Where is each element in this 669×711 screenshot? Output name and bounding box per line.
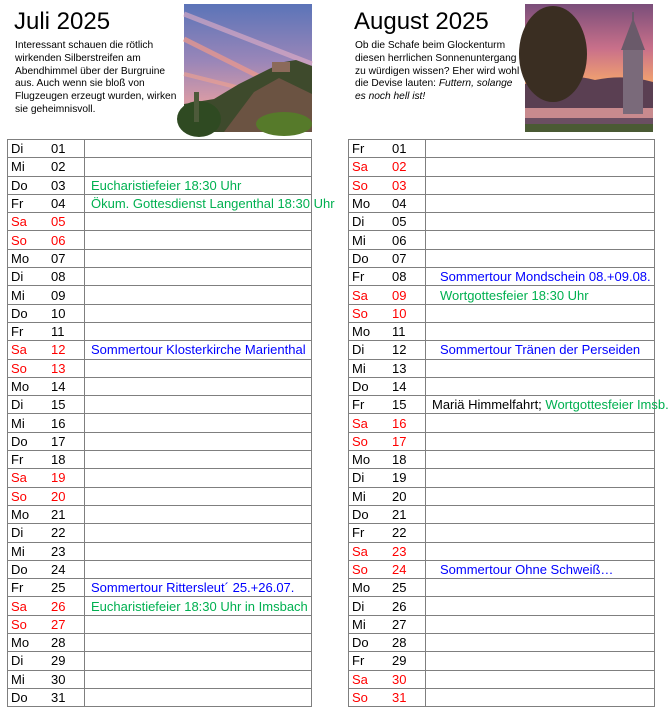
calendar-row [349, 505, 655, 523]
date-cell: 25 [385, 579, 426, 597]
event-cell[interactable] [85, 579, 312, 597]
event-cell[interactable] [426, 524, 655, 542]
event-entry: Eucharistiefeier 18:30 Uhr [91, 177, 242, 193]
calendar-row [349, 634, 655, 652]
month-title: Juli 2025 [14, 8, 111, 35]
calendar-row [8, 597, 312, 615]
event-cell[interactable] [85, 194, 335, 212]
weekday-cell: Do [8, 688, 45, 706]
month-description [355, 40, 520, 104]
date-cell: 17 [385, 432, 426, 450]
event-cell[interactable] [85, 615, 312, 633]
calendar-row [349, 414, 655, 432]
weekday-cell: Mi [8, 670, 45, 688]
event-cell[interactable] [426, 194, 655, 212]
date-cell: 31 [44, 688, 85, 706]
calendar-row [8, 286, 312, 304]
weekday-cell: Do [349, 377, 386, 395]
event-entry: Wortgottesfeier Imsb. [545, 397, 669, 413]
event-cell[interactable] [426, 505, 655, 523]
weekday-cell: Di [349, 341, 386, 359]
date-cell: 02 [44, 158, 85, 176]
event-cell[interactable] [426, 451, 655, 469]
weekday-cell: Mo [8, 634, 45, 652]
weekday-cell: Fr [349, 140, 386, 158]
calendar-row [349, 268, 655, 286]
date-cell: 10 [385, 304, 426, 322]
event-entry: Mariä Himmelfahrt; [432, 397, 546, 413]
calendar-row [349, 213, 655, 231]
event-cell[interactable] [85, 414, 312, 432]
event-cell[interactable] [85, 560, 312, 578]
calendar-row [349, 432, 655, 450]
date-cell: 28 [44, 634, 85, 652]
date-cell: 19 [385, 469, 426, 487]
weekday-cell: Fr [349, 396, 386, 414]
date-cell: 17 [44, 432, 85, 450]
calendar-row [8, 341, 312, 359]
event-cell[interactable] [426, 359, 655, 377]
calendar-row [349, 359, 655, 377]
date-cell: 20 [385, 487, 426, 505]
date-cell: 26 [385, 597, 426, 615]
calendar-row [8, 469, 312, 487]
date-cell: 21 [44, 505, 85, 523]
calendar-row [8, 231, 312, 249]
date-cell: 12 [385, 341, 426, 359]
weekday-cell: So [349, 304, 386, 322]
calendar-row [349, 597, 655, 615]
calendar-row [349, 469, 655, 487]
date-cell: 26 [44, 597, 85, 615]
calendar-row [8, 615, 312, 633]
weekday-cell: Sa [349, 158, 386, 176]
weekday-cell: Mi [8, 158, 45, 176]
calendar-row [8, 432, 312, 450]
date-cell: 29 [385, 652, 426, 670]
date-cell: 23 [44, 542, 85, 560]
calendar-row [349, 304, 655, 322]
date-cell: 28 [385, 634, 426, 652]
date-cell: 29 [44, 652, 85, 670]
calendar-row [8, 579, 312, 597]
calendar-row [8, 524, 312, 542]
date-cell: 09 [385, 286, 426, 304]
date-cell: 18 [385, 451, 426, 469]
event-cell[interactable] [426, 597, 655, 615]
calendar-row [8, 505, 312, 523]
weekday-cell: Sa [8, 213, 45, 231]
weekday-cell: Sa [349, 670, 386, 688]
event-cell[interactable] [426, 652, 655, 670]
date-cell: 03 [385, 176, 426, 194]
date-cell: 25 [44, 579, 85, 597]
date-cell: 02 [385, 158, 426, 176]
date-cell: 07 [385, 249, 426, 267]
event-cell[interactable] [85, 249, 312, 267]
weekday-cell: Mo [349, 194, 386, 212]
date-cell: 04 [44, 194, 85, 212]
event-entry: Sommertour Tränen der Perseiden [440, 342, 641, 358]
event-cell[interactable] [85, 158, 312, 176]
calendar-row [8, 249, 312, 267]
weekday-cell: Mi [349, 359, 386, 377]
calendar-row [349, 140, 655, 158]
weekday-cell: Do [8, 432, 45, 450]
calendar-row [8, 359, 312, 377]
weekday-cell: Do [8, 560, 45, 578]
date-cell: 24 [385, 560, 426, 578]
date-cell: 16 [385, 414, 426, 432]
weekday-cell: Sa [349, 542, 386, 560]
event-cell[interactable] [85, 670, 312, 688]
month-title: August 2025 [354, 8, 489, 35]
calendar-row [8, 213, 312, 231]
weekday-cell: Mi [349, 231, 386, 249]
event-entry: Wortgottesfeier 18:30 Uhr [440, 287, 589, 303]
weekday-cell: Fr [349, 652, 386, 670]
calendar-row [349, 194, 655, 212]
weekday-cell: Sa [8, 469, 45, 487]
event-cell[interactable] [85, 487, 312, 505]
weekday-cell: So [8, 231, 45, 249]
date-cell: 10 [44, 304, 85, 322]
weekday-cell: Mo [349, 322, 386, 340]
calendar-row [349, 615, 655, 633]
calendar-row [349, 176, 655, 194]
event-cell[interactable] [85, 213, 312, 231]
calendar-row [8, 542, 312, 560]
event-cell[interactable] [85, 505, 312, 523]
calendar-row [349, 688, 655, 706]
date-cell: 15 [44, 396, 85, 414]
weekday-cell: Fr [8, 451, 45, 469]
date-cell: 16 [44, 414, 85, 432]
calendar-row [349, 231, 655, 249]
calendar-row [349, 560, 655, 578]
event-cell[interactable] [426, 579, 655, 597]
calendar-row [349, 579, 655, 597]
event-cell[interactable] [85, 304, 312, 322]
weekday-cell: Fr [8, 579, 45, 597]
event-cell[interactable] [85, 524, 312, 542]
weekday-cell: So [349, 560, 386, 578]
weekday-cell: So [349, 176, 386, 194]
calendar-row [8, 487, 312, 505]
weekday-cell: So [349, 432, 386, 450]
weekday-cell: So [349, 688, 386, 706]
event-cell[interactable] [426, 377, 655, 395]
event-cell[interactable] [426, 634, 655, 652]
weekday-cell: Fr [349, 268, 386, 286]
calendar-row [8, 560, 312, 578]
event-cell[interactable] [426, 670, 655, 688]
event-cell[interactable] [426, 396, 669, 414]
weekday-cell: Fr [349, 524, 386, 542]
calendar-row [8, 451, 312, 469]
date-cell: 07 [44, 249, 85, 267]
date-cell: 22 [385, 524, 426, 542]
weekday-cell: Do [8, 176, 45, 194]
date-cell: 06 [44, 231, 85, 249]
weekday-cell: Di [8, 652, 45, 670]
calendar-row [8, 158, 312, 176]
date-cell: 06 [385, 231, 426, 249]
calendar-row [8, 140, 312, 158]
blurb-italic-text: Futtern, solange es noch hell ist! [355, 78, 513, 103]
date-cell: 27 [44, 615, 85, 633]
month-august [340, 0, 669, 711]
event-entry: Sommertour Klosterkirche Marienthal [91, 342, 306, 358]
calendar-row [349, 249, 655, 267]
weekday-cell: Fr [8, 194, 45, 212]
weekday-cell: Di [8, 396, 45, 414]
weekday-cell: Do [349, 505, 386, 523]
weekday-cell: Do [8, 304, 45, 322]
date-cell: 11 [44, 322, 85, 340]
calendar-row [8, 414, 312, 432]
calendar-row [8, 396, 312, 414]
date-cell: 11 [385, 322, 426, 340]
date-cell: 03 [44, 176, 85, 194]
event-cell[interactable] [85, 268, 312, 286]
calendar-table-august [348, 139, 669, 707]
weekday-cell: Mi [8, 286, 45, 304]
calendar-table-july [7, 139, 335, 707]
date-cell: 08 [385, 268, 426, 286]
event-entry: Eucharistiefeier 18:30 Uhr in Imsbach [91, 598, 308, 614]
date-cell: 08 [44, 268, 85, 286]
event-cell[interactable] [426, 487, 655, 505]
event-cell[interactable] [85, 652, 312, 670]
event-cell[interactable] [426, 341, 655, 359]
weekday-cell: Mi [349, 487, 386, 505]
calendar-row [349, 377, 655, 395]
event-cell[interactable] [426, 249, 655, 267]
event-cell[interactable] [85, 597, 312, 615]
calendar-row [8, 670, 312, 688]
event-cell[interactable] [426, 615, 655, 633]
event-cell[interactable] [85, 377, 312, 395]
weekday-cell: Mi [8, 542, 45, 560]
date-cell: 15 [385, 396, 426, 414]
weekday-cell: Sa [8, 597, 45, 615]
date-cell: 13 [385, 359, 426, 377]
event-cell[interactable] [426, 286, 655, 304]
date-cell: 18 [44, 451, 85, 469]
event-cell[interactable] [426, 268, 655, 286]
date-cell: 12 [44, 341, 85, 359]
event-cell[interactable] [85, 322, 312, 340]
calendar-row [349, 451, 655, 469]
event-cell[interactable] [85, 396, 312, 414]
event-entry: Ökum. Gottesdienst Langenthal 18:30 Uhr [91, 196, 335, 212]
event-cell[interactable] [85, 634, 312, 652]
date-cell: 30 [385, 670, 426, 688]
event-cell[interactable] [85, 451, 312, 469]
event-cell[interactable] [85, 432, 312, 450]
weekday-cell: Di [349, 469, 386, 487]
event-cell[interactable] [426, 560, 655, 578]
date-cell: 21 [385, 505, 426, 523]
event-cell[interactable] [85, 542, 312, 560]
date-cell: 05 [44, 213, 85, 231]
weekday-cell: Fr [8, 322, 45, 340]
calendar-row [349, 158, 655, 176]
weekday-cell: Mo [8, 505, 45, 523]
event-cell[interactable] [426, 414, 655, 432]
event-cell[interactable] [85, 341, 312, 359]
event-cell[interactable] [85, 231, 312, 249]
event-cell[interactable] [85, 176, 312, 194]
date-cell: 27 [385, 615, 426, 633]
event-entry: Sommertour Ohne Schweiß… [440, 561, 614, 577]
event-cell[interactable] [426, 158, 655, 176]
event-cell[interactable] [426, 231, 655, 249]
date-cell: 22 [44, 524, 85, 542]
event-cell[interactable] [426, 432, 655, 450]
weekday-cell: Di [8, 524, 45, 542]
weekday-cell: So [8, 359, 45, 377]
event-entry: Sommertour Rittersleut´ 25.+26.07. [91, 580, 295, 596]
date-cell: 09 [44, 286, 85, 304]
calendar-row [349, 542, 655, 560]
weekday-cell: Do [349, 249, 386, 267]
calendar-row [8, 304, 312, 322]
calendar-row [8, 194, 312, 212]
weekday-cell: Di [349, 597, 386, 615]
calendar-row [8, 322, 312, 340]
weekday-cell: Mo [349, 451, 386, 469]
date-cell: 13 [44, 359, 85, 377]
event-entry: Sommertour Mondschein 08.+09.08. [440, 269, 651, 285]
event-cell[interactable] [426, 542, 655, 560]
date-cell: 14 [44, 377, 85, 395]
event-cell[interactable] [426, 322, 655, 340]
date-cell: 24 [44, 560, 85, 578]
date-cell: 30 [44, 670, 85, 688]
date-cell: 05 [385, 213, 426, 231]
weekday-cell: Sa [8, 341, 45, 359]
calendar-row [349, 322, 655, 340]
event-cell[interactable] [426, 688, 655, 706]
date-cell: 31 [385, 688, 426, 706]
date-cell: 04 [385, 194, 426, 212]
event-cell[interactable] [85, 688, 312, 706]
event-cell[interactable] [426, 140, 655, 158]
calendar-row [349, 487, 655, 505]
weekday-cell: Mo [349, 579, 386, 597]
calendar-row [349, 652, 655, 670]
weekday-cell: Mo [8, 249, 45, 267]
calendar-row [349, 341, 655, 359]
weekday-cell: Di [8, 268, 45, 286]
weekday-cell: Di [8, 140, 45, 158]
date-cell: 20 [44, 487, 85, 505]
calendar-row [8, 634, 312, 652]
church-tower-sunset-photo [525, 4, 653, 132]
calendar-row [349, 286, 655, 304]
weekday-cell: Mi [349, 615, 386, 633]
event-cell[interactable] [85, 140, 312, 158]
calendar-row [8, 688, 312, 706]
calendar-row [349, 670, 655, 688]
event-cell[interactable] [85, 286, 312, 304]
date-cell: 19 [44, 469, 85, 487]
event-cell[interactable] [426, 304, 655, 322]
calendar-row [8, 652, 312, 670]
weekday-cell: Mo [8, 377, 45, 395]
calendar-row [8, 176, 312, 194]
weekday-cell: Di [349, 213, 386, 231]
weekday-cell: So [8, 487, 45, 505]
date-cell: 23 [385, 542, 426, 560]
date-cell: 01 [385, 140, 426, 158]
event-cell[interactable] [426, 176, 655, 194]
calendar-row [349, 396, 655, 414]
event-cell[interactable] [426, 213, 655, 231]
calendar-row [349, 524, 655, 542]
castle-ruin-sunset-photo [184, 4, 312, 132]
event-cell[interactable] [85, 359, 312, 377]
weekday-cell: Sa [349, 286, 386, 304]
weekday-cell: Sa [349, 414, 386, 432]
date-cell: 01 [44, 140, 85, 158]
date-cell: 14 [385, 377, 426, 395]
calendar-row [8, 268, 312, 286]
event-cell[interactable] [426, 469, 655, 487]
month-description: Interessant schauen die rötlich wirkenden Silberstreifen am Abendhimmel über der Burgruine aus. Auch wenn sie bloß von Flugzeugen erzeugt wurden, wirken sie geheimnisvoll. [15, 40, 177, 115]
weekday-cell: Do [349, 634, 386, 652]
weekday-cell: So [8, 615, 45, 633]
blurb-text: Ob die Schafe beim Glockenturm diesen herrlichen Sonnenuntergang zu würdigen wissen? Eher wird wohl die Devise lauten: [355, 40, 520, 90]
weekday-cell: Mi [8, 414, 45, 432]
event-cell[interactable] [85, 469, 312, 487]
calendar-row [8, 377, 312, 395]
